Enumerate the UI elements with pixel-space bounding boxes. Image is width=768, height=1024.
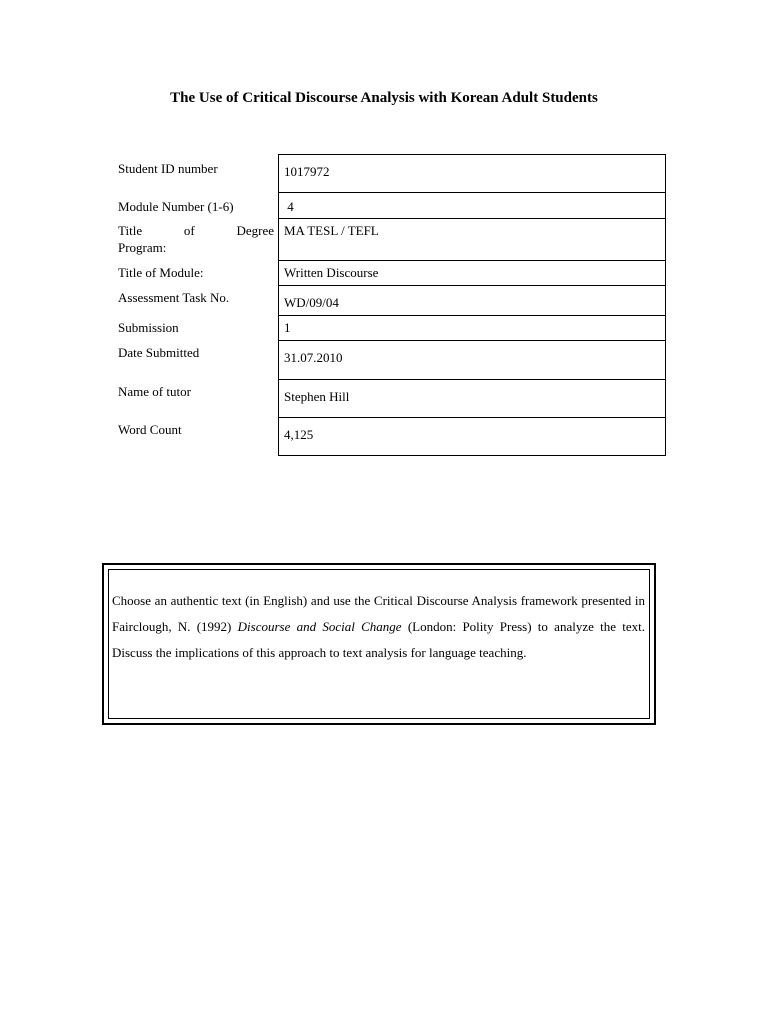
- task-text-after: (London: Polity Press) to analyze the text. Discuss the implications of this approach to text analysis for language teaching.: [112, 619, 645, 660]
- table-row: [114, 380, 666, 418]
- table-row: [114, 316, 666, 341]
- word-count-value: 4,125: [279, 418, 666, 456]
- degree-program-label-line1: Title of Degree: [118, 222, 274, 238]
- tutor-name-label: Name of tutor: [118, 383, 191, 399]
- module-title-label: Title of Module:: [118, 264, 204, 280]
- table-row: [114, 261, 666, 286]
- assignment-task-box: [102, 563, 656, 725]
- table-row: [114, 418, 666, 456]
- date-submitted-value: 31.07.2010: [279, 341, 666, 380]
- word-count-label: Word Count: [118, 421, 182, 437]
- task-book-title: Discourse and Social Change: [237, 619, 402, 634]
- degree-program-value: MA TESL / TEFL: [279, 219, 666, 261]
- table-row: [114, 193, 666, 219]
- student-id-value: 1017972: [279, 155, 666, 193]
- assignment-task-inner-border: [108, 569, 650, 719]
- assessment-task-label: Assessment Task No.: [118, 289, 230, 305]
- table-row: [114, 155, 666, 193]
- student-id-label: Student ID number: [118, 160, 218, 176]
- module-title-value: Written Discourse: [279, 261, 666, 286]
- submission-value: 1: [279, 316, 666, 341]
- date-submitted-label: Date Submitted: [118, 344, 200, 360]
- assessment-task-value: WD/09/04: [279, 286, 666, 316]
- document-title: The Use of Critical Discourse Analysis with Korean Adult Students: [170, 90, 598, 106]
- module-number-value: 4: [279, 193, 666, 219]
- task-text-before: Choose an authentic text (in English) and use the Critical Discourse Analysis framework presented in Fairclough, N. (1992): [112, 593, 645, 634]
- degree-program-label: [114, 219, 279, 261]
- module-number-label: Module Number (1-6): [118, 198, 234, 214]
- tutor-name-value: Stephen Hill: [279, 380, 666, 418]
- table-row: [114, 219, 666, 261]
- submission-label: Submission: [118, 319, 179, 335]
- assignment-task-text: [112, 588, 645, 666]
- table-row: [114, 286, 666, 316]
- table-row: [114, 341, 666, 380]
- submission-info-table: [114, 154, 666, 456]
- degree-program-label-line2: Program:: [118, 239, 167, 255]
